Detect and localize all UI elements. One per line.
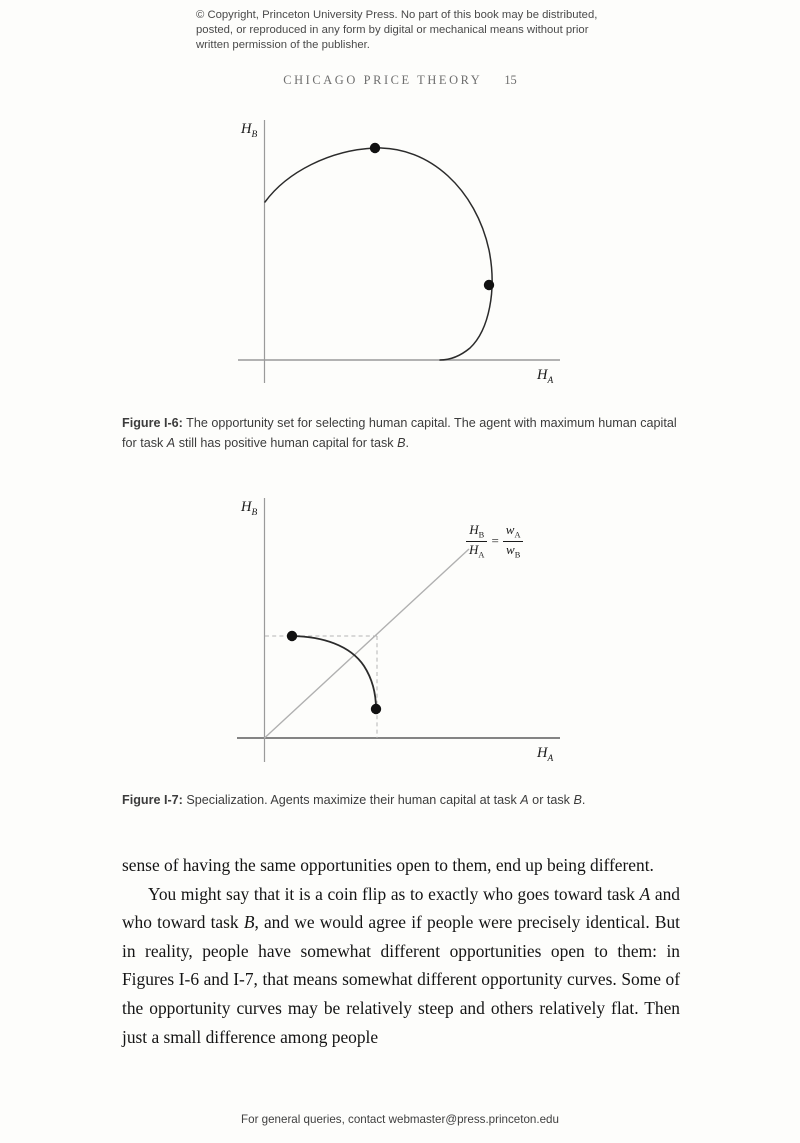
wage-ratio-ray	[265, 549, 470, 738]
formula-equals-sign: =	[491, 533, 499, 549]
formula-numerator-left: $H_B$	[469, 522, 485, 540]
x-axis-label: $H_A$	[537, 367, 554, 386]
figure-I-7-caption	[122, 790, 692, 810]
formula-right-fraction	[503, 523, 524, 559]
x-axis-label-2: $H_A$	[537, 745, 554, 764]
figure-I-6-caption-label: Figure I-6:	[122, 416, 183, 430]
point-specialize-task-B	[287, 631, 297, 641]
formula-left-fraction	[466, 523, 487, 559]
page-number: 15	[504, 73, 517, 87]
body-text	[122, 851, 680, 1051]
body-paragraph-2: You might say that it is a coin flip as to exactly who goes toward task A and who toward task B, and we would agree if people were precisely identical. But in reality, people have somewhat different opportunities open to them: in Figures I-6 and I-7, that means somewhat different opportunity curves. Some of the opportunity curves may be relatively steep and others relatively flat. Then just a small difference among people	[122, 883, 680, 1047]
y-axis-label: $H_B$	[241, 121, 258, 140]
formula-numerator-right: $w_A$	[505, 522, 521, 540]
formula-denominator-left: $H_A$	[466, 541, 487, 560]
copyright-notice: © Copyright, Princeton University Press. No part of this book may be distributed, posted, or reproduced in any form by digital or mechanical means without prior written permission of the publisher.	[196, 9, 598, 52]
figure-I-7-caption-label: Figure I-7:	[122, 793, 183, 807]
figure-I-7-caption-text-1: Specialization. Agents maximize their human capital at task A or task B.	[182, 793, 586, 807]
body-paragraph-1: sense of having the same opportunities open to them, end up being different.	[122, 855, 654, 875]
running-head-title: CHICAGO PRICE THEORY	[283, 73, 483, 87]
footer-queries: For general queries, contact webmaster@press.princeton.edu	[241, 1113, 559, 1126]
wage-ratio-formula	[466, 523, 524, 559]
point-specialize-task-A	[371, 704, 381, 714]
formula-denominator-right: $w_B$	[503, 541, 523, 560]
figure-I-6-caption-text-1: The opportunity set for selecting human capital. The agent with maximum human capital for task A still has positive human capital for task B.	[122, 416, 677, 450]
y-axis-label-2: $H_B$	[241, 499, 258, 518]
